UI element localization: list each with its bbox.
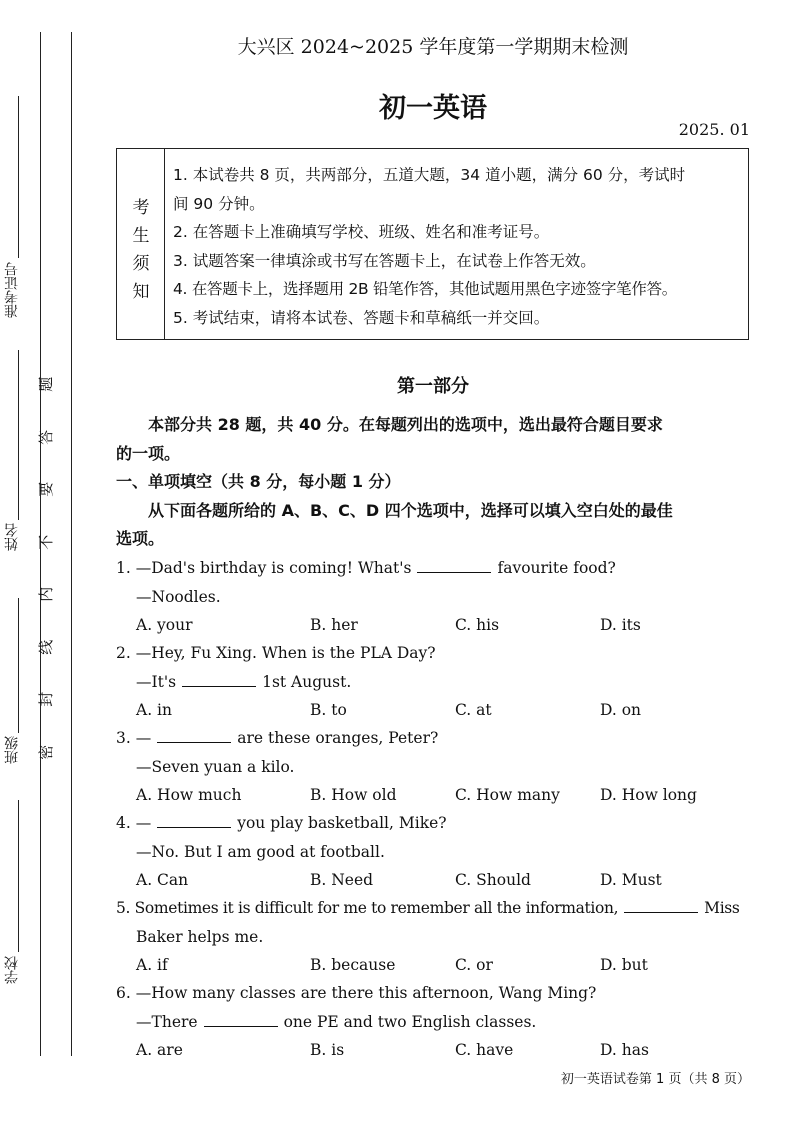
seal-char: 线 — [36, 639, 55, 655]
option-d: D. on — [600, 701, 642, 719]
question-5 — [116, 894, 756, 980]
part-intro — [116, 411, 750, 554]
question-stem: 5. Sometimes it is difficult for me to remember all the information, — [116, 899, 619, 917]
question-stem: you play basketball, Mike? — [237, 814, 447, 832]
field-line-name — [18, 350, 19, 520]
notice-head-char: 生 — [132, 226, 150, 246]
question-reply: —No. But I am good at football. — [136, 842, 385, 861]
candidate-notice-box — [116, 148, 749, 340]
answer-blank — [204, 1010, 278, 1027]
option-b: B. How old — [310, 786, 397, 804]
seal-char: 不 — [36, 534, 55, 550]
seal-char: 答 — [36, 429, 55, 445]
question-reply: one PE and two English classes. — [283, 1012, 537, 1031]
question-stem: 4. — — [116, 814, 152, 832]
option-d: D. Must — [600, 871, 662, 889]
part-intro-line: 本部分共 28 题，共 40 分。在每题列出的选项中，选出最符合题目要求 — [148, 415, 663, 434]
question-reply: —There — [136, 1012, 198, 1031]
notice-head-char: 须 — [132, 254, 150, 274]
question-stem: 1. —Dad's birthday is coming! What's — [116, 559, 412, 577]
options-row — [116, 696, 756, 725]
question-stem: 2. —Hey, Fu Xing. When is the PLA Day? — [116, 644, 436, 662]
notice-item: 3. 试题答案一律填涂或书写在答题卡上，在试卷上作答无效。 — [173, 251, 596, 270]
seal-char: 密 — [36, 744, 55, 760]
section-instructions: 选项。 — [116, 529, 165, 548]
option-a: A. your — [136, 616, 193, 634]
options-row — [116, 1036, 756, 1065]
option-c: C. have — [455, 1041, 514, 1059]
question-stem: are these oranges, Peter? — [237, 729, 439, 747]
notice-head-char: 考 — [132, 198, 150, 218]
field-line-class — [18, 598, 19, 733]
answer-blank — [417, 556, 491, 573]
question-4 — [116, 809, 756, 895]
options-row — [116, 611, 756, 640]
question-6 — [116, 979, 756, 1065]
field-line-school — [18, 800, 19, 952]
question-reply: —Noodles. — [136, 587, 221, 606]
notice-item: 4. 在答题卡上，选择题用 2B 铅笔作答，其他试题用黑色字迹签字笔作答。 — [173, 280, 677, 298]
question-stem: 6. —How many classes are there this afternoon, Wang Ming? — [116, 984, 597, 1002]
section-heading: 一、单项填空（共 8 分，每小题 1 分） — [116, 472, 401, 491]
question-stem: favourite food? — [497, 559, 616, 577]
option-c: C. his — [455, 616, 500, 634]
subject-title: 初一英语 — [379, 93, 487, 124]
option-a: A. in — [136, 701, 172, 719]
seal-char: 题 — [36, 376, 55, 392]
option-d: D. How long — [600, 786, 697, 804]
seal-line-text — [36, 358, 72, 778]
option-b: B. to — [310, 701, 347, 719]
options-row — [116, 866, 756, 895]
part-intro-line: 的一项。 — [116, 443, 181, 463]
option-b: B. because — [310, 956, 396, 974]
seal-char: 内 — [36, 586, 55, 602]
option-c: C. or — [455, 956, 493, 974]
option-d: D. its — [600, 616, 641, 634]
part-title: 第一部分 — [397, 376, 469, 397]
field-line-exam-id — [18, 96, 19, 258]
option-a: A. are — [136, 1041, 183, 1059]
option-c: C. How many — [455, 786, 560, 804]
question-reply: —Seven yuan a kilo. — [136, 757, 295, 776]
field-label-class: 班级 — [4, 736, 20, 764]
notice-list — [173, 161, 740, 332]
question-stem-cont: Baker helps me. — [136, 927, 264, 946]
notice-item: 2. 在答题卡上准确填写学校、班级、姓名和准考证号。 — [173, 223, 550, 241]
field-label-exam-id: 准考证号 — [4, 262, 20, 318]
question-reply: 1st August. — [262, 672, 352, 691]
notice-head-char: 知 — [132, 282, 150, 302]
option-d: D. has — [600, 1041, 649, 1059]
seal-char: 要 — [36, 481, 55, 497]
question-stem: Miss — [704, 899, 740, 917]
answer-blank — [157, 726, 231, 743]
notice-item: 5. 考试结束，请将本试卷、答题卡和草稿纸一并交回。 — [173, 308, 550, 327]
option-d: D. but — [600, 956, 648, 974]
options-row — [116, 781, 756, 810]
option-a: A. if — [136, 956, 168, 974]
option-c: C. Should — [455, 871, 531, 889]
field-label-school: 学校 — [4, 956, 20, 984]
notice-item: 1. 本试卷共 8 页，共两部分，五道大题，34 道小题，满分 60 分，考试时 — [173, 166, 686, 184]
answer-blank — [624, 896, 698, 913]
question-2 — [116, 639, 756, 725]
question-1 — [116, 554, 756, 640]
notice-item: 间 90 分钟。 — [173, 194, 265, 213]
exam-date: 2025. 01 — [678, 120, 750, 139]
option-b: B. Need — [310, 871, 374, 889]
option-c: C. at — [455, 701, 492, 719]
option-a: A. Can — [136, 871, 189, 889]
field-label-name: 姓名 — [4, 523, 20, 551]
options-row — [116, 951, 756, 980]
option-b: B. is — [310, 1041, 345, 1059]
option-a: A. How much — [136, 786, 242, 804]
page-footer: 初一英语试卷第 1 页（共 8 页） — [560, 1072, 750, 1087]
option-b: B. her — [310, 616, 358, 634]
question-reply: —It's — [136, 672, 177, 691]
answer-blank — [182, 670, 256, 687]
seal-char: 封 — [36, 691, 55, 707]
section-instructions: 从下面各题所给的 A、B、C、D 四个选项中，选择可以填入空白处的最佳 — [148, 500, 673, 520]
answer-blank — [157, 811, 231, 828]
question-3 — [116, 724, 756, 810]
question-stem: 3. — — [116, 729, 152, 747]
exam-title: 大兴区 2024~2025 学年度第一学期期末检测 — [237, 36, 629, 58]
notice-heading — [117, 149, 165, 339]
